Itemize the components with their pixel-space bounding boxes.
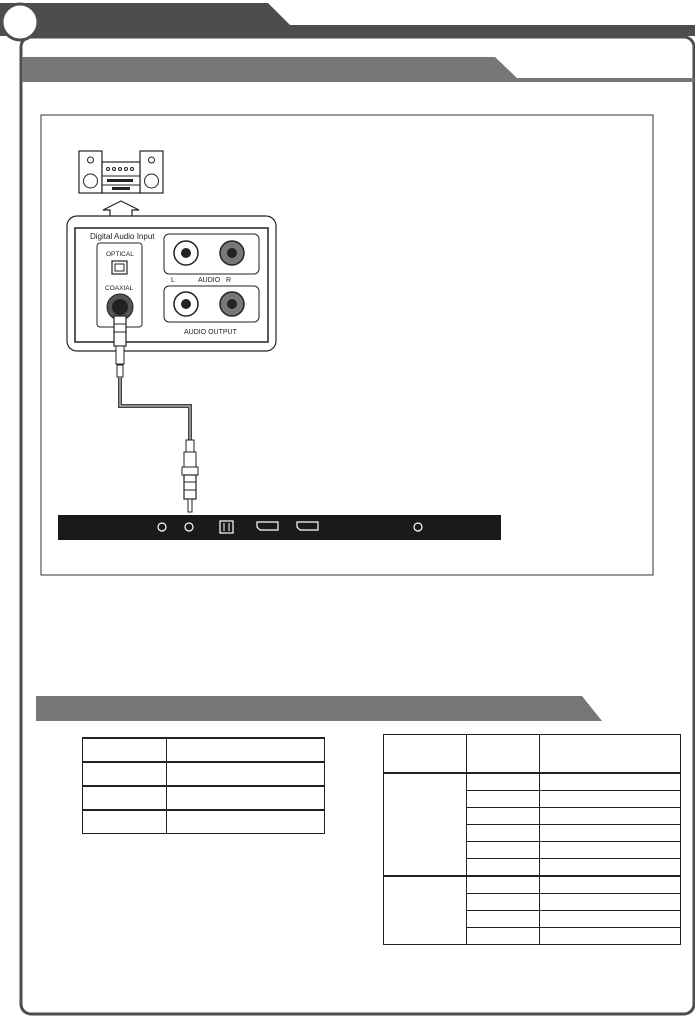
spec-table-left (82, 737, 325, 834)
table-cell (467, 808, 540, 825)
table-cell (467, 928, 540, 945)
table-row (83, 762, 325, 786)
audio-output-r-jack-icon (220, 292, 244, 316)
table-cell (83, 738, 167, 762)
table-row (384, 773, 681, 791)
table-cell (540, 808, 681, 825)
section-bar-1 (22, 57, 694, 82)
table-cell (540, 928, 681, 945)
stereo-system-icon (79, 151, 163, 193)
table-row (83, 786, 325, 810)
audio-r-jack-icon (220, 241, 244, 265)
table-cell (540, 859, 681, 877)
table-cell (83, 762, 167, 786)
table-cell (540, 894, 681, 911)
table-row (384, 876, 681, 894)
spec-table-right (383, 734, 681, 945)
audio-output-label: AUDIO OUTPUT (184, 329, 237, 336)
table-cell (467, 859, 540, 877)
table-cell (540, 735, 681, 774)
audio-l-jack-icon (174, 241, 198, 265)
table-row (83, 738, 325, 762)
header-tab (0, 3, 695, 36)
table-cell (467, 894, 540, 911)
table-cell (167, 762, 325, 786)
table-cell (467, 773, 540, 791)
table-header-row (384, 735, 681, 774)
table-cell (540, 911, 681, 928)
audio-l-label: L (171, 277, 175, 284)
audio-r-label: R (226, 277, 232, 284)
table-cell (167, 786, 325, 810)
table-cell (384, 773, 467, 876)
page-number-circle (2, 4, 38, 40)
table-cell (467, 825, 540, 842)
table-cell (540, 791, 681, 808)
table-cell (384, 735, 467, 774)
table-cell (83, 786, 167, 810)
coaxial-label: COAXIAL (105, 285, 134, 292)
table-cell (167, 738, 325, 762)
table-cell (467, 735, 540, 774)
table-cell (540, 825, 681, 842)
table-cell (467, 876, 540, 894)
table-cell (540, 842, 681, 859)
audio-label: AUDIO (198, 277, 221, 284)
table-cell (384, 876, 467, 945)
up-arrow-icon (103, 201, 139, 216)
table-cell (167, 810, 325, 834)
table-cell (83, 810, 167, 834)
section-bar-2 (36, 696, 602, 721)
digital-audio-input-label: Digital Audio Input (90, 232, 155, 241)
table-cell (467, 791, 540, 808)
table-cell (540, 773, 681, 791)
optical-port-icon (112, 261, 127, 274)
table-cell (467, 911, 540, 928)
audio-output-l-jack-icon (174, 292, 198, 316)
tv-back-panel-icon (58, 515, 501, 540)
table-row (83, 810, 325, 834)
table-cell (540, 876, 681, 894)
optical-label: OPTICAL (106, 251, 134, 258)
table-cell (467, 842, 540, 859)
